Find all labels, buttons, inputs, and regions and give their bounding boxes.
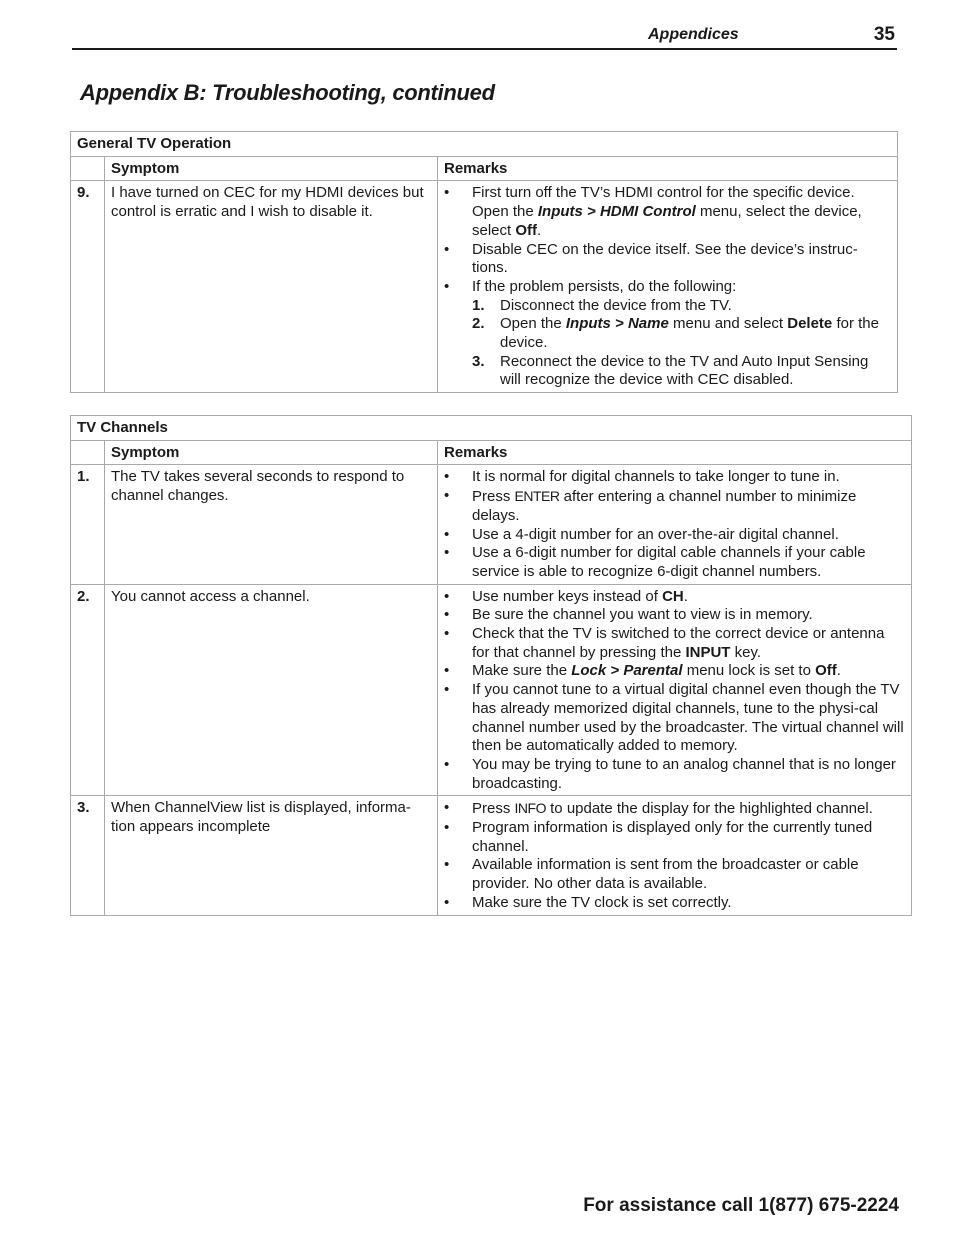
bold-term: Delete [787,315,833,333]
menu-path: Lock > Parental [571,662,683,680]
text-run: You may be trying to tune to an analog channel that is no longer broadcasting. [472,755,896,792]
remark-item [444,184,891,240]
remark-item [444,756,905,793]
remark-item [444,588,905,607]
text-run: Use a 6-digit number for digital cable channels if your cable service is able to recognize 6-digit channel numbers. [472,544,866,580]
step-number: 1. [472,296,485,314]
text-run: Program information is displayed only for the currently tuned channel. [472,819,873,855]
tv-channels-table [70,415,912,916]
text-run: menu and select [668,315,788,333]
text-run: Press [472,488,515,506]
text-run: key. [730,643,762,661]
remark-item [444,625,905,662]
table-title: General TV Operation [71,132,898,157]
remark-item [444,681,905,756]
table-row [71,584,912,796]
number-header [71,440,105,465]
remarks-header: Remarks [438,156,898,181]
row-number: 9. [71,181,105,393]
remarks-header: Remarks [438,440,912,465]
text-run: Disable CEC on the device itself. See the device’s instruc-tions. [472,240,858,277]
text-run: Available information is sent from the broadcaster or cable provider. No other data is available. [472,856,859,893]
text-run: It is normal for digital channels to take longer to tune in. [472,468,840,486]
general-tv-operation-table [70,131,898,393]
text-run: Make sure the [472,662,572,680]
text-run: Press [472,800,515,818]
remark-item [444,278,891,390]
text-run: Disconnect the device from the TV. [500,296,732,314]
remark-item [444,799,905,819]
text-run: . [836,662,841,680]
key-name: INFO [514,800,546,817]
text-run: Check that the TV is switched to the correct device or antenna for that channel by pressing the [472,625,885,661]
symptom-text: I have turned on CEC for my HDMI devices but control is erratic and I wish to disable it. [105,181,438,393]
bold-term: Off [515,221,538,239]
text-run: menu, select the device, select [472,203,862,239]
text-run: after entering a channel number to minimize delays. [472,488,857,524]
text-run: . [683,587,688,605]
menu-path: Inputs > Name [565,315,669,333]
table-row [71,465,912,584]
text-run: Open the [500,315,566,333]
row-number: 2. [71,584,105,796]
step-number: 2. [472,315,485,333]
remark-item [444,856,905,893]
text-run: Reconnect the device to the TV and Auto Input Sensing will recognize the device with CEC disabled. [500,352,869,389]
remarks-cell [438,465,912,584]
table-row [71,181,898,393]
page-title: Appendix B: Troubleshooting, continued [80,80,495,105]
remark-item [444,606,905,625]
table-header-row [71,156,898,181]
remark-item [444,819,905,856]
remarks-list [444,468,905,581]
number-header [71,156,105,181]
remarks-list [444,799,905,912]
remarks-cell [438,584,912,796]
remarks-cell [438,796,912,915]
text-run: Use a 4-digit number for an over-the-air digital channel. [472,525,839,543]
table-title-row [71,416,912,441]
text-run: First turn off the TV’s HDMI control for the specific device. Open the [472,184,855,221]
symptom-header: Symptom [105,440,438,465]
table-row [71,796,912,915]
symptom-text: The TV takes several seconds to respond to channel changes. [105,465,438,584]
remark-item [444,241,891,278]
table-header-row [71,440,912,465]
remark-item [444,894,905,913]
bold-term: CH [662,587,684,605]
remark-item [444,662,905,681]
section-name: Appendices [648,26,739,43]
remark-item [444,544,905,581]
assistance-footer: For assistance call 1(877) 675-2224 [583,1195,899,1216]
text-run: . [537,221,542,239]
step-item [472,297,891,316]
symptom-text: When ChannelView list is displayed, informa-tion appears incomplete [105,796,438,915]
menu-path: Inputs > HDMI Control [537,203,696,221]
step-item [472,315,891,352]
table-title: TV Channels [71,416,912,441]
symptom-text: You cannot access a channel. [105,584,438,796]
step-number: 3. [472,352,485,370]
bold-term: Off [815,662,837,680]
remark-item [444,526,905,545]
row-number: 1. [71,465,105,584]
text-run: If the problem persists, do the following: [472,277,737,295]
remarks-cell [438,181,898,393]
page-header [72,24,897,50]
text-run: Use number keys instead of [472,587,663,605]
remarks-list [444,184,891,390]
symptom-header: Symptom [105,156,438,181]
row-number: 3. [71,796,105,915]
text-run: Be sure the channel you want to view is in memory. [472,606,813,624]
text-run: to update the display for the highlighted channel. [545,800,873,818]
text-run: If you cannot tune to a virtual digital channel even though the TV has already memorized digital channels, tune to the physi-cal channel number used by the broadcaster. The virtual channel will then be automatically added to memory. [472,681,904,755]
table-title-row [71,132,898,157]
page-number: 35 [873,24,895,45]
text-run: for the device. [500,315,879,352]
remarks-list [444,588,905,794]
bold-term: INPUT [685,643,731,661]
key-name: ENTER [514,488,560,505]
remark-item [444,468,905,487]
text-run: menu lock is set to [682,662,816,680]
remark-item [444,487,905,525]
text-run: Make sure the TV clock is set correctly. [472,893,732,911]
steps-list [472,297,891,391]
step-item [472,353,891,390]
